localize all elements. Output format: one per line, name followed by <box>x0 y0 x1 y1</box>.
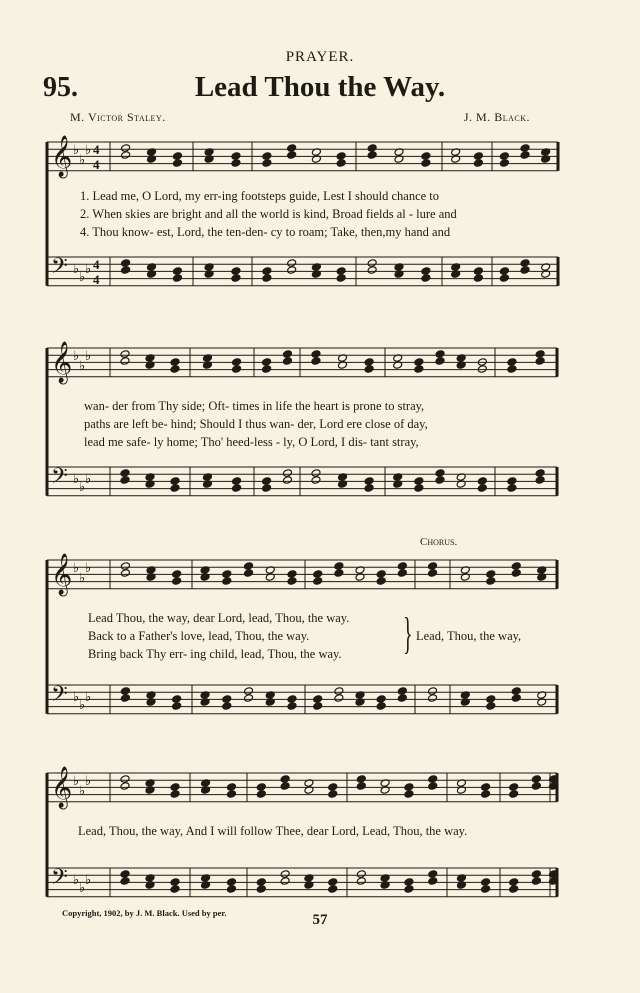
lyric-line-verse-2: Back to a Father's love, lead, Thou, the way. <box>88 629 310 643</box>
note-head <box>535 350 545 359</box>
note-head <box>473 274 483 283</box>
note-head <box>364 484 374 493</box>
note-head <box>172 267 182 276</box>
note-head <box>356 877 366 886</box>
flat-sign-icon: ♭ <box>79 881 86 896</box>
note-head <box>262 152 272 161</box>
note-head <box>232 477 242 486</box>
note-head <box>282 350 292 359</box>
note-head <box>120 877 130 886</box>
note-head <box>226 790 236 799</box>
time-signature: 4 <box>93 257 100 272</box>
note-head <box>428 694 438 703</box>
note-head <box>404 783 414 792</box>
flat-sign-icon: ♭ <box>79 698 86 713</box>
note-head <box>367 259 377 268</box>
note-head <box>232 365 242 374</box>
note-head <box>531 870 541 879</box>
note-head <box>120 357 130 366</box>
note-head <box>486 577 496 586</box>
flat-sign-icon: ♭ <box>79 784 86 799</box>
note-head <box>421 274 431 283</box>
note-head <box>262 477 272 486</box>
note-head <box>328 878 338 887</box>
note-head <box>428 782 438 791</box>
note-head <box>473 152 483 161</box>
note-head <box>435 357 445 366</box>
note-head <box>226 878 236 887</box>
time-signature: 4 <box>93 157 100 172</box>
note-head <box>120 350 130 359</box>
note-head <box>477 484 487 493</box>
lyric-line-verse-4: Bring back Thy err- ing child, lead, Thou, the way. <box>88 647 342 661</box>
note-head <box>499 159 509 168</box>
note-head <box>511 569 521 578</box>
note-head <box>520 266 530 275</box>
note-head <box>232 358 242 367</box>
flat-sign-icon: ♭ <box>85 262 92 277</box>
flat-sign-icon: ♭ <box>85 472 92 487</box>
treble-clef-icon: 𝄞 <box>51 767 73 808</box>
treble-clef-icon: 𝄞 <box>51 554 73 595</box>
note-head <box>287 259 297 268</box>
treble-clef-icon: 𝄞 <box>51 136 73 177</box>
flat-sign-icon: ♭ <box>85 349 92 364</box>
note-head <box>287 577 297 586</box>
note-head <box>435 476 445 485</box>
bass-clef-icon: 𝄢 <box>51 865 68 895</box>
note-head <box>531 877 541 886</box>
note-head <box>231 159 241 168</box>
note-head <box>282 469 292 478</box>
note-head <box>172 695 182 704</box>
bass-clef-icon: 𝄢 <box>51 682 68 712</box>
note-head <box>520 259 530 268</box>
note-head <box>282 357 292 366</box>
note-head <box>356 870 366 879</box>
note-head <box>435 350 445 359</box>
note-head <box>509 790 519 799</box>
time-signature: 4 <box>93 142 100 157</box>
note-head <box>473 159 483 168</box>
note-head <box>287 702 297 711</box>
note-head <box>280 775 290 784</box>
note-head <box>222 570 232 579</box>
hymn-title: Lead Thou the Way. <box>194 71 446 103</box>
note-head <box>376 570 386 579</box>
note-head <box>481 885 491 894</box>
note-head <box>121 151 131 160</box>
flat-sign-icon: ♭ <box>79 571 86 586</box>
note-head <box>311 476 321 485</box>
note-head <box>356 782 366 791</box>
note-head <box>334 569 344 578</box>
note-head <box>428 569 438 578</box>
note-head <box>231 267 241 276</box>
note-head <box>287 151 297 160</box>
flat-sign-icon: ♭ <box>73 472 80 487</box>
section-heading: PRAYER. <box>285 49 355 65</box>
note-head <box>262 159 272 168</box>
note-head <box>477 477 487 486</box>
note-head <box>226 783 236 792</box>
note-head <box>397 569 407 578</box>
note-head <box>120 782 130 791</box>
flat-sign-icon: ♭ <box>73 561 80 576</box>
note-head <box>287 266 297 275</box>
lyric-line-verse-2: paths are left be- hind; Should I thus wan- der, Lord ere close of day, <box>84 417 428 431</box>
note-head <box>120 562 130 571</box>
note-head <box>280 870 290 879</box>
note-head <box>356 775 366 784</box>
lyric-line-verse-4: lead me safe- ly home; Tho' heed-less - ly, O Lord, I dis- tant stray, <box>84 435 419 449</box>
lyric-line-verse-1: wan- der from Thy side; Oft- times in life the heart is prone to stray, <box>84 399 425 413</box>
note-head <box>421 159 431 168</box>
note-head <box>397 694 407 703</box>
bass-clef-icon: 𝄢 <box>51 464 68 494</box>
note-head <box>313 570 323 579</box>
note-head <box>486 695 496 704</box>
flat-sign-icon: ♭ <box>79 270 86 285</box>
note-head <box>328 885 338 894</box>
flat-sign-icon: ♭ <box>85 561 92 576</box>
note-head <box>507 358 517 367</box>
note-head <box>421 267 431 276</box>
note-head <box>428 877 438 886</box>
note-head <box>311 357 321 366</box>
note-head <box>120 476 130 485</box>
note-head <box>231 274 241 283</box>
note-head <box>507 365 517 374</box>
note-head <box>531 775 541 784</box>
note-head <box>435 469 445 478</box>
note-head <box>172 159 182 168</box>
note-head <box>120 569 130 578</box>
note-head <box>376 695 386 704</box>
note-head <box>287 570 297 579</box>
note-head <box>262 274 272 283</box>
note-head <box>262 484 272 493</box>
flat-sign-icon: ♭ <box>73 262 80 277</box>
note-head <box>509 783 519 792</box>
hymn-number: 95. <box>43 72 78 103</box>
time-signature: 4 <box>93 272 100 287</box>
copyright-notice: Copyright, 1902, by J. M. Black. Used by per. <box>62 908 227 918</box>
note-head <box>282 476 292 485</box>
note-head <box>481 790 491 799</box>
lyric-line-verse-1: Lead Thou, the way, dear Lord, lead, Thou, the way. <box>88 611 350 625</box>
lyric-line-chorus: Lead, Thou, the way, And I will follow Thee, dear Lord, Lead, Thou, the way. <box>78 824 468 838</box>
note-head <box>287 695 297 704</box>
note-head <box>121 144 131 153</box>
note-head <box>507 484 517 493</box>
note-head <box>334 687 344 696</box>
note-head <box>120 469 130 478</box>
note-head <box>121 259 131 268</box>
note-head <box>376 702 386 711</box>
verse-brace: } <box>403 609 413 658</box>
lyric-line-verse-2: 2. When skies are bright and all the world is kind, Broad fields al - lure and <box>80 207 457 221</box>
flat-sign-icon: ♭ <box>85 774 92 789</box>
note-head <box>364 365 374 374</box>
note-head <box>226 885 236 894</box>
note-head <box>336 267 346 276</box>
note-head <box>486 702 496 711</box>
note-head <box>232 484 242 493</box>
note-head <box>428 562 438 571</box>
page-number: 57 <box>312 912 328 928</box>
note-head <box>170 885 180 894</box>
treble-clef-icon: 𝄞 <box>51 342 73 383</box>
note-head <box>414 365 424 374</box>
note-head <box>280 782 290 791</box>
note-head <box>520 151 530 160</box>
note-head <box>287 144 297 153</box>
note-head <box>376 577 386 586</box>
note-head <box>511 562 521 571</box>
note-head <box>367 144 377 153</box>
note-head <box>473 267 483 276</box>
note-head <box>172 577 182 586</box>
note-head <box>170 477 180 486</box>
note-head <box>397 687 407 696</box>
note-head <box>334 562 344 571</box>
note-head <box>280 877 290 886</box>
note-head <box>367 266 377 275</box>
note-head <box>531 782 541 791</box>
note-head <box>481 783 491 792</box>
note-head <box>222 695 232 704</box>
note-head <box>477 365 487 374</box>
note-head <box>511 687 521 696</box>
flat-sign-icon: ♭ <box>79 359 86 374</box>
note-head <box>486 570 496 579</box>
note-head <box>535 357 545 366</box>
note-head <box>404 790 414 799</box>
note-head <box>364 358 374 367</box>
refrain-lyric: Lead, Thou, the way, <box>416 629 522 643</box>
chorus-label: Chorus. <box>420 536 458 548</box>
note-head <box>172 274 182 283</box>
note-head <box>121 266 131 275</box>
flat-sign-icon: ♭ <box>73 873 80 888</box>
note-head <box>336 159 346 168</box>
flat-sign-icon: ♭ <box>79 153 86 168</box>
note-head <box>334 694 344 703</box>
note-head <box>262 267 272 276</box>
flat-sign-icon: ♭ <box>85 690 92 705</box>
note-head <box>311 469 321 478</box>
note-head <box>535 476 545 485</box>
note-head <box>313 702 323 711</box>
note-head <box>507 477 517 486</box>
note-head <box>404 885 414 894</box>
note-head <box>256 885 266 894</box>
note-head <box>222 702 232 711</box>
flat-sign-icon: ♭ <box>85 143 92 158</box>
note-head <box>535 469 545 478</box>
note-head <box>336 274 346 283</box>
lyric-line-verse-1: 1. Lead me, O Lord, my err-ing footsteps guide, Lest I should chance to <box>80 189 440 203</box>
note-head <box>397 562 407 571</box>
note-head <box>311 350 321 359</box>
note-head <box>414 477 424 486</box>
note-head <box>336 152 346 161</box>
lyric-line-verse-4: 4. Thou know- est, Lord, the ten-den- cy to roam; Take, then,my hand and <box>80 225 451 239</box>
composer-credit: J. M. Black. <box>463 110 530 124</box>
note-head <box>244 694 254 703</box>
note-head <box>414 358 424 367</box>
note-head <box>328 783 338 792</box>
note-head <box>120 870 130 879</box>
note-head <box>244 562 254 571</box>
note-head <box>170 783 180 792</box>
note-head <box>428 687 438 696</box>
flat-sign-icon: ♭ <box>85 873 92 888</box>
note-head <box>509 885 519 894</box>
flat-sign-icon: ♭ <box>73 143 80 158</box>
note-head <box>499 152 509 161</box>
flat-sign-icon: ♭ <box>73 690 80 705</box>
note-head <box>313 695 323 704</box>
note-head <box>170 484 180 493</box>
note-head <box>170 878 180 887</box>
note-head <box>328 790 338 799</box>
note-head <box>428 870 438 879</box>
note-head <box>172 702 182 711</box>
note-head <box>244 687 254 696</box>
note-head <box>262 358 272 367</box>
note-head <box>367 151 377 160</box>
note-head <box>421 152 431 161</box>
flat-sign-icon: ♭ <box>73 349 80 364</box>
note-head <box>404 878 414 887</box>
lyricist-credit: M. Victor Staley. <box>70 110 166 124</box>
note-head <box>364 477 374 486</box>
note-head <box>428 775 438 784</box>
note-head <box>120 775 130 784</box>
note-head <box>222 577 232 586</box>
note-head <box>172 152 182 161</box>
note-head <box>231 152 241 161</box>
note-head <box>256 878 266 887</box>
note-head <box>170 790 180 799</box>
note-head <box>256 790 266 799</box>
bass-clef-icon: 𝄢 <box>51 254 68 284</box>
note-head <box>499 267 509 276</box>
note-head <box>170 365 180 374</box>
note-head <box>499 274 509 283</box>
note-head <box>509 878 519 887</box>
note-head <box>262 365 272 374</box>
note-head <box>520 144 530 153</box>
note-head <box>511 694 521 703</box>
note-head <box>120 694 130 703</box>
note-head <box>244 569 254 578</box>
flat-sign-icon: ♭ <box>79 480 86 495</box>
note-head <box>313 577 323 586</box>
note-head <box>414 484 424 493</box>
note-head <box>170 358 180 367</box>
note-head <box>120 687 130 696</box>
note-head <box>481 878 491 887</box>
flat-sign-icon: ♭ <box>73 774 80 789</box>
note-head <box>256 783 266 792</box>
note-head <box>172 570 182 579</box>
